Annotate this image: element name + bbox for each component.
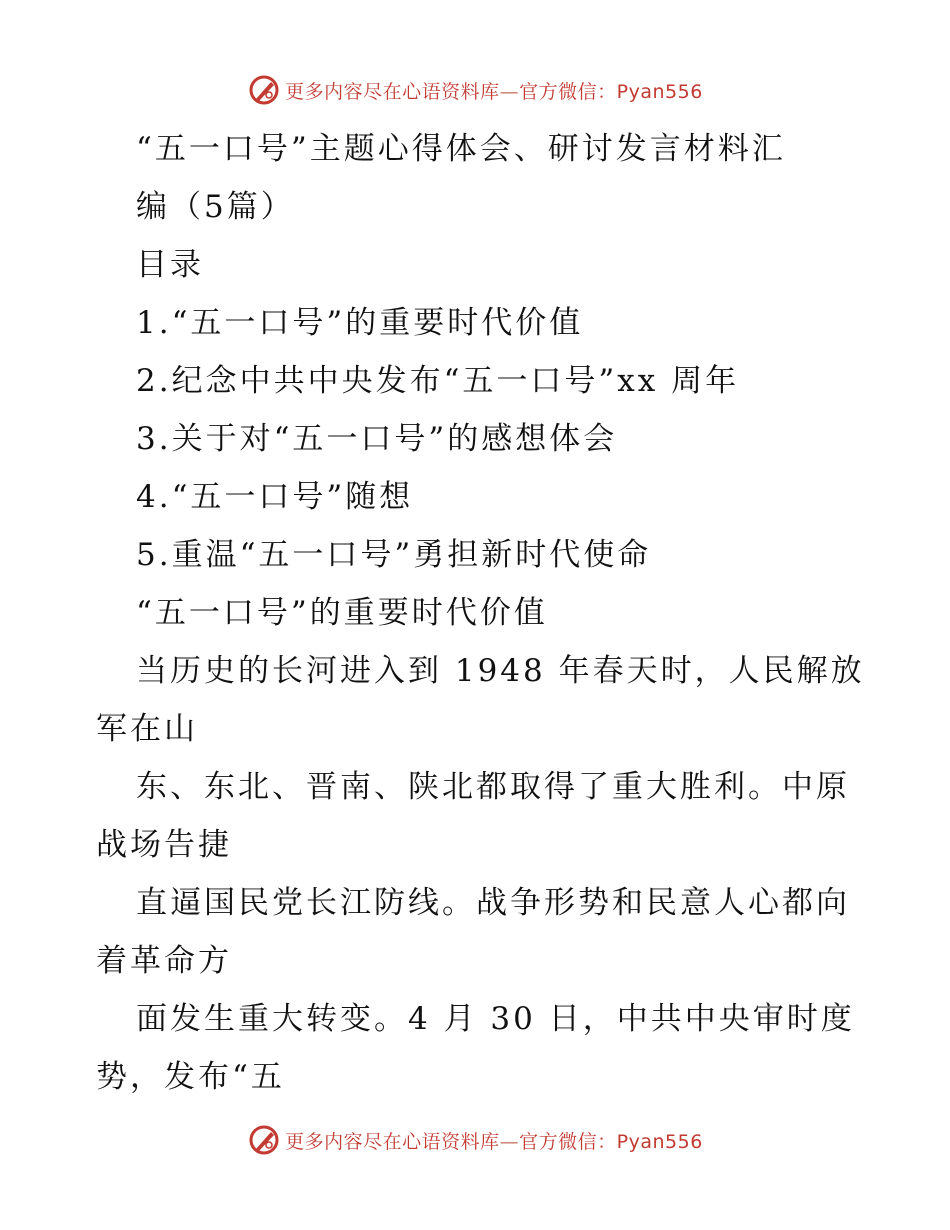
paragraph-line-8: 势，发布“五 bbox=[96, 1059, 285, 1095]
toc-item-4: 4.“五一口号”随想 bbox=[136, 479, 414, 515]
toc-item-5: 5.重温“五一口号”勇担新时代使命 bbox=[136, 537, 652, 573]
paragraph-line-7: 面发生重大转变。4 月 30 日，中共中央审时度 bbox=[136, 1001, 855, 1037]
header-banner bbox=[0, 70, 950, 110]
banner-text: 更多内容尽在心语资料库—官方微信：Pyan556 bbox=[285, 1130, 703, 1153]
footer-banner bbox=[0, 1120, 950, 1160]
quill-logo-icon bbox=[247, 73, 281, 107]
paragraph-line-6: 着革命方 bbox=[96, 943, 232, 979]
banner-text: 更多内容尽在心语资料库—官方微信：Pyan556 bbox=[285, 80, 703, 103]
toc-heading: 目录 bbox=[136, 247, 204, 283]
paragraph-line-4: 战场告捷 bbox=[96, 827, 232, 863]
toc-item-1: 1.“五一口号”的重要时代价值 bbox=[136, 305, 584, 341]
document-body bbox=[96, 120, 866, 1106]
toc-item-3: 3.关于对“五一口号”的感想体会 bbox=[136, 421, 618, 457]
paragraph-line-2: 军在山 bbox=[96, 711, 198, 747]
toc-item-2: 2.纪念中共中央发布“五一口号”xx 周年 bbox=[136, 363, 740, 399]
paragraph-line-5: 直逼国民党长江防线。战争形势和民意人心都向 bbox=[136, 885, 850, 921]
quill-logo-icon bbox=[247, 1123, 281, 1157]
paragraph-line-1: 当历史的长河进入到 1948 年春天时，人民解放 bbox=[136, 653, 865, 689]
document-title-line-1: “五一口号”主题心得体会、研讨发言材料汇 bbox=[136, 131, 786, 167]
document-title-line-2: 编（5篇） bbox=[136, 189, 295, 225]
paragraph-line-3: 东、东北、晋南、陕北都取得了重大胜利。中原 bbox=[136, 769, 850, 805]
section-title: “五一口号”的重要时代价值 bbox=[136, 595, 548, 631]
